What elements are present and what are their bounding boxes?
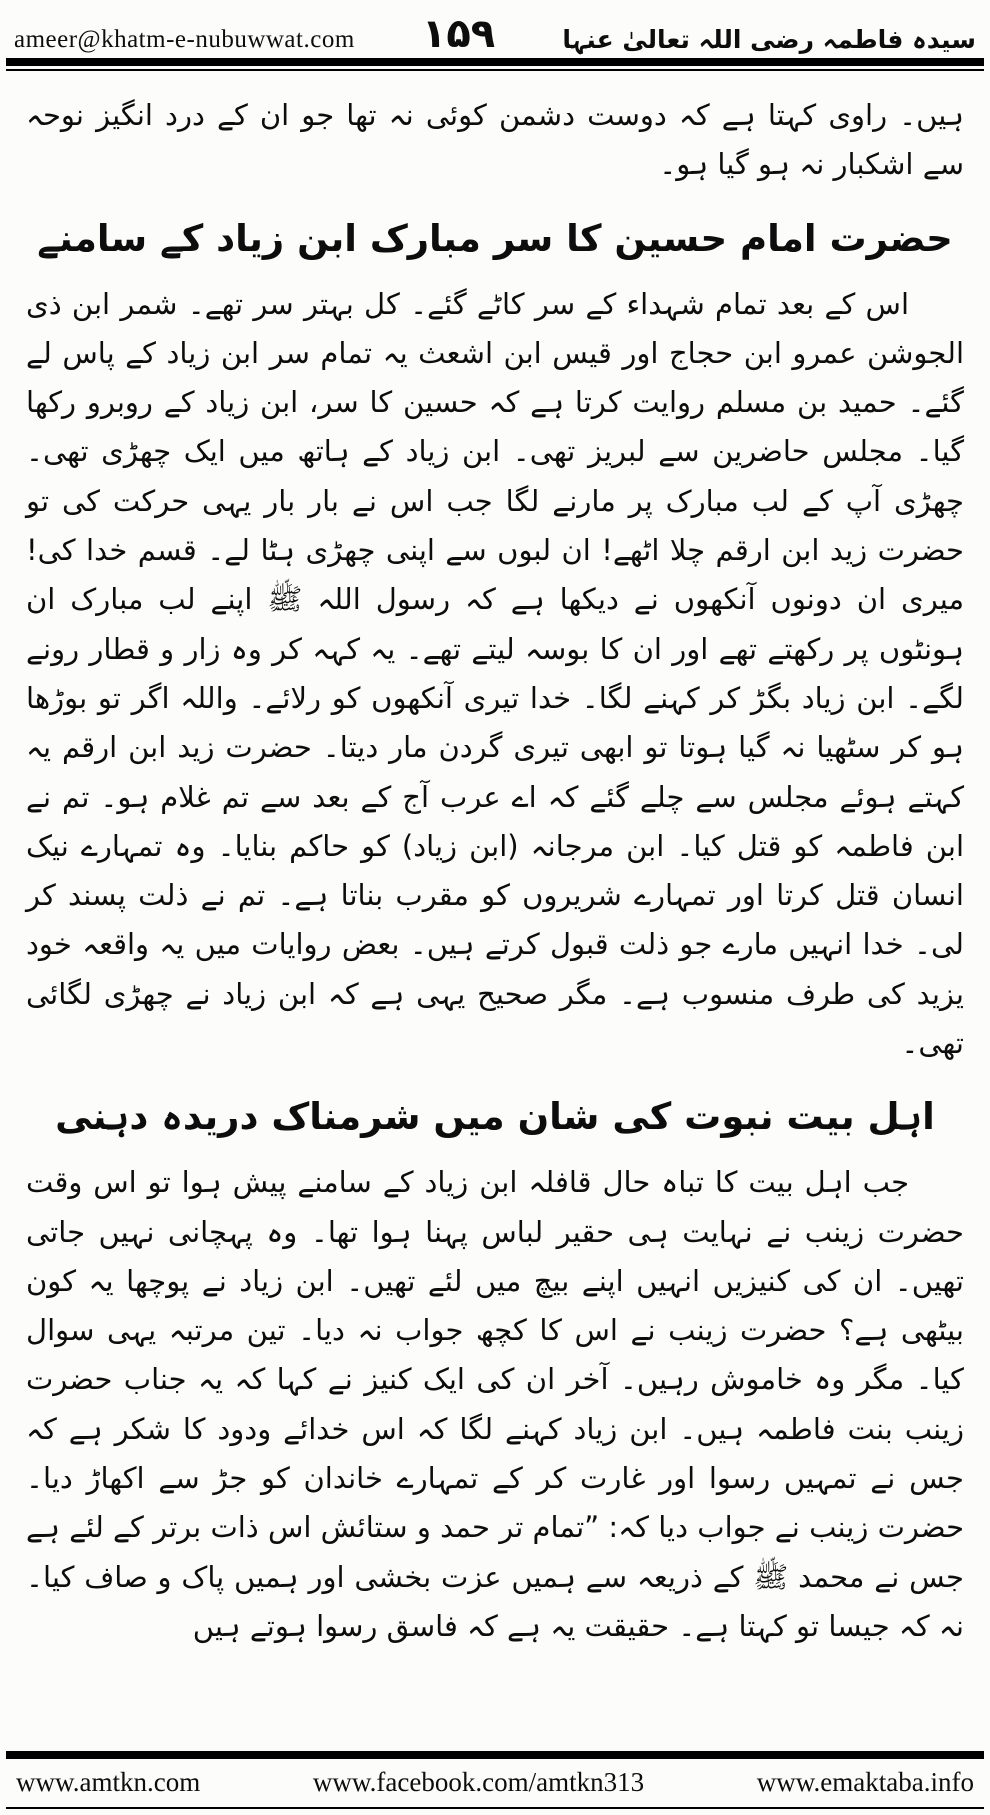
page-number: ۱۵۹: [421, 11, 496, 57]
footer-url-emaktaba: www.emaktaba.info: [756, 1767, 974, 1797]
footer-url-facebook: www.facebook.com/amtkn313: [312, 1767, 645, 1797]
section-heading-2: اہل بیت نبوت کی شان میں شرمناک دریدہ دہنی: [55, 1095, 935, 1139]
header-title: سیدہ فاطمہ رضی اللہ تعالیٰ عنہا: [562, 25, 976, 54]
header-email: ameer@khatm-e-nubuwwat.com: [14, 26, 355, 53]
section-heading-1: حضرت امام حسین کا سر مبارک ابن زیاد کے سامنے: [37, 216, 953, 260]
page-header: [0, 0, 990, 58]
footer-url-amtkn: www.amtkn.com: [16, 1767, 201, 1797]
footer-links-row: [0, 1759, 990, 1804]
paragraph-2: جب اہل بیت کا تباہ حال قافلہ ابن زیاد کے سامنے پیش ہوا تو اس وقت حضرت زینب نے نہایت ہی حقیر لباس پہنا ہوا تھا۔ وہ پہچانی نہیں جاتی تھیں۔ ان کی کنیزیں انہیں اپنے بیچ میں لئے تھیں۔ ابن زیاد نے پوچھا یہ کون بیٹھی ہے؟ حضرت زینب نے اس کا کچھ جواب نہ دیا۔ تین مرتبہ یہی سوال کیا۔ مگر وہ خاموش رہیں۔ آخر ان کی ایک کنیز نے کہا کہ یہ جناب حضرت زینب بنت فاطمہ ہیں۔ ابن زیاد کہنے لگا کہ اس خدائے ودود کا شکر ہے کہ جس نے تمہیں رسوا اور غارت کر کے تمہارے خاندان کو جڑ سے اکھاڑ دیا۔ حضرت زینب نے جواب دیا کہ: ”تمام تر حمد و ستائش اس ذات برتر کے لئے ہے جس نے محمد ﷺ کے ذریعہ سے ہمیں عزت بخشی اور ہمیں پاک و صاف کیا۔ نہ کہ جیسا تو کہتا ہے۔ حقیقت یہ ہے کہ فاسق رسوا ہوتے ہیں: [26, 1165, 964, 1643]
page-body: [0, 71, 990, 1651]
footer-rule-bottom: [6, 1807, 984, 1809]
header-rule-thick: [6, 58, 984, 66]
intro-line: ہیں۔ راوی کہتا ہے کہ دوست دشمن کوئی نہ تھا جو ان کے درد انگیز نوحہ سے اشکبار نہ ہو گیا ہو۔: [26, 98, 964, 182]
page-footer: [0, 1751, 990, 1815]
footer-rule-top: [6, 1751, 984, 1759]
paragraph-1: اس کے بعد تمام شہداء کے سر کاٹے گئے۔ کل بہتر سر تھے۔ شمر ابن ذی الجوشن عمرو ابن حجاج اور قیس ابن اشعث یہ تمام سر ابن زیاد کے پاس لے گئے۔ حمید بن مسلم روایت کرتا ہے کہ حسین کا سر، ابن زیاد کے روبرو رکھا گیا۔ مجلس حاضرین سے لبریز تھی۔ ابن زیاد کے ہاتھ میں ایک چھڑی تھی۔ چھڑی آپ کے لب مبارک پر مارنے لگا جب اس نے بار بار یہی حرکت کی تو حضرت زید ابن ارقم چلا اٹھے! ان لبوں سے اپنی چھڑی ہٹا لے۔ قسم خدا کی! میری ان دونوں آنکھوں نے دیکھا ہے کہ رسول اللہ ﷺ اپنے لب مبارک ان ہونٹوں پر رکھتے تھے اور ان کا بوسہ لیتے تھے۔ یہ کہہ کر وہ زار و قطار رونے لگے۔ ابن زیاد بگڑ کر کہنے لگا۔ خدا تیری آنکھوں کو رلائے۔ واللہ اگر تو بوڑھا ہو کر سٹھیا نہ گیا ہوتا تو ابھی تیری گردن مار دیتا۔ حضرت زید ابن ارقم یہ کہتے ہوئے مجلس سے چلے گئے کہ اے عرب آج کے بعد سے تم غلام ہو۔ تم نے ابن فاطمہ کو قتل کیا۔ ابن مرجانہ (ابن زیاد) کو حاکم بنایا۔ وہ تمہارے نیک انسان قتل کرتا اور تمہارے شریروں کو مقرب بناتا ہے۔ تم نے ذلت پسند کر لی۔ خدا انہیں مارے جو ذلت قبول کرتے ہیں۔ بعض روایات میں یہ واقعہ خود یزید کی طرف منسوب ہے۔ مگر صحیح یہی ہے کہ ابن زیاد نے چھڑی لگائی تھی۔: [26, 286, 964, 1060]
